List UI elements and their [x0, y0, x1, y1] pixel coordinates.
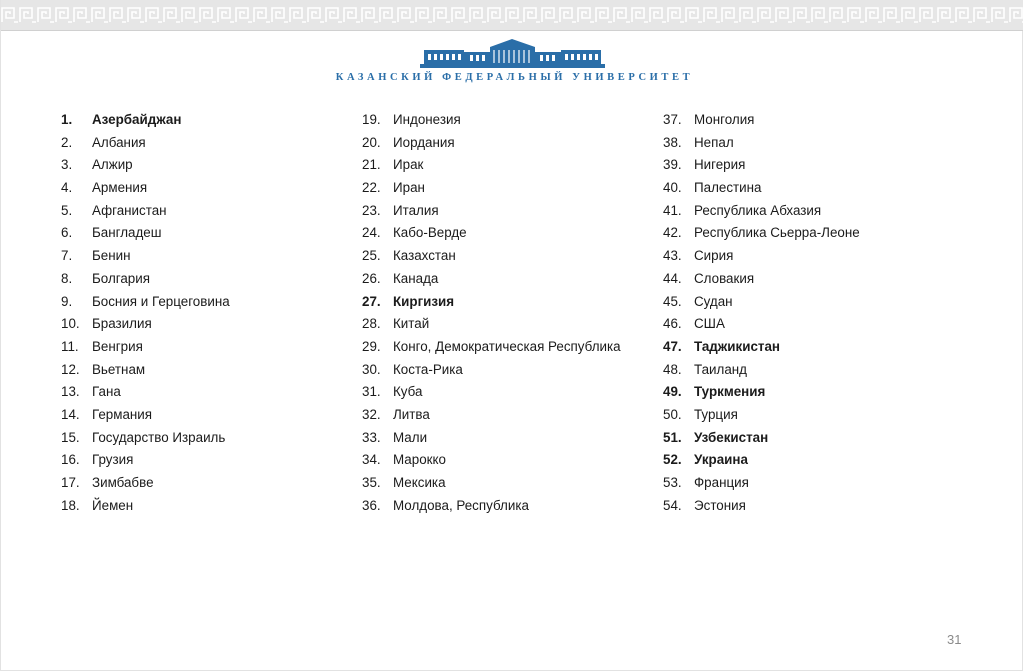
item-number: 14.: [61, 406, 80, 422]
item-number: 16.: [61, 452, 80, 468]
country-name: Республика Абхазия: [694, 202, 822, 218]
meander-pattern: [1, 6, 1023, 24]
item-number: 38.: [663, 134, 682, 150]
item-number: 34.: [362, 452, 381, 468]
item-number: 32.: [362, 406, 381, 422]
item-number: 53.: [663, 475, 682, 490]
country-name: Непал: [694, 134, 734, 150]
item-number: 19.: [362, 112, 381, 127]
country-name: Мексика: [393, 475, 446, 490]
item-number: 21.: [362, 157, 381, 173]
country-name: Узбекистан: [694, 429, 769, 445]
country-name: Алжир: [92, 157, 133, 173]
item-number: 40.: [663, 180, 682, 196]
item-number: 42.: [663, 225, 682, 241]
item-number: 49.: [663, 384, 682, 400]
item-number: 23.: [362, 202, 381, 218]
item-number: 11.: [61, 338, 79, 354]
country-name: Бразилия: [92, 316, 152, 332]
country-name: Германия: [92, 406, 153, 422]
country-name: Армения: [92, 180, 148, 196]
item-number: 39.: [663, 157, 682, 173]
item-number: 47.: [663, 338, 682, 354]
country-name: Палестина: [694, 180, 762, 196]
item-number: 36.: [362, 497, 381, 513]
country-name: Индонезия: [393, 112, 461, 127]
item-number: 52.: [663, 452, 682, 468]
country-name: Таиланд: [694, 361, 747, 377]
country-name: Мали: [393, 429, 428, 445]
country-name: Литва: [393, 406, 430, 422]
item-number: 43.: [663, 248, 682, 264]
item-number: 48.: [663, 361, 682, 377]
country-name: Коста-Рика: [393, 361, 463, 377]
item-number: 13.: [61, 384, 80, 400]
item-number: 7.: [61, 248, 73, 264]
item-number: 26.: [362, 270, 381, 286]
item-number: 41.: [663, 202, 682, 218]
item-number: 12.: [61, 361, 80, 377]
item-number: 44.: [663, 270, 682, 286]
country-name: Йемен: [92, 497, 134, 513]
country-name: Киргизия: [393, 293, 455, 309]
item-number: 4.: [61, 180, 73, 196]
country-name: Монголия: [694, 112, 755, 127]
country-name: Италия: [393, 202, 439, 218]
item-number: 22.: [362, 180, 381, 196]
country-name: Зимбабве: [92, 475, 154, 490]
country-name: Судан: [694, 293, 733, 309]
country-name: Словакия: [694, 270, 755, 286]
item-number: 33.: [362, 429, 381, 445]
country-name: Казахстан: [393, 248, 456, 264]
item-number: 17.: [61, 475, 80, 490]
country-name: Эстония: [694, 497, 746, 513]
country-name: Молдова, Республика: [393, 497, 529, 513]
country-name: Государство Израиль: [92, 429, 226, 445]
country-name: Бенин: [92, 248, 131, 264]
item-number: 54.: [663, 497, 682, 513]
item-number: 27.: [362, 293, 381, 309]
country-name: Канада: [393, 270, 439, 286]
item-number: 37.: [663, 112, 682, 127]
item-number: 6.: [61, 225, 73, 241]
item-number: 25.: [362, 248, 381, 264]
country-name: Китай: [393, 316, 430, 332]
country-name: США: [694, 316, 725, 332]
country-name: Таджикистан: [694, 338, 780, 354]
country-name: Азербайджан: [92, 112, 182, 127]
country-name: Венгрия: [92, 338, 143, 354]
country-name: Грузия: [92, 452, 134, 468]
country-name: Албания: [92, 134, 146, 150]
item-number: 3.: [61, 157, 73, 173]
country-name: Афганистан: [92, 202, 167, 218]
item-number: 24.: [362, 225, 381, 241]
country-name: Кабо-Верде: [393, 225, 467, 241]
item-number: 15.: [61, 429, 80, 445]
item-number: 35.: [362, 475, 381, 490]
item-number: 28.: [362, 316, 381, 332]
country-name: Бангладеш: [92, 225, 162, 241]
university-logo: [1, 38, 1023, 90]
country-name: Вьетнам: [92, 361, 146, 377]
country-name: Ирак: [393, 157, 424, 173]
item-number: 45.: [663, 293, 682, 309]
country-name: Туркмения: [694, 384, 766, 400]
page-number: 31: [947, 632, 962, 647]
country-name: Болгария: [92, 270, 150, 286]
country-name: Нигерия: [694, 157, 746, 173]
country-name: Франция: [694, 475, 749, 490]
country-name: Конго, Демократическая Республика: [393, 338, 621, 354]
country-name: Гана: [92, 384, 121, 400]
item-number: 31.: [362, 384, 381, 400]
item-number: 10.: [61, 316, 80, 332]
item-number: 2.: [61, 134, 73, 150]
item-number: 5.: [61, 202, 73, 218]
item-number: 18.: [61, 497, 80, 513]
university-building-icon: [420, 38, 605, 68]
item-number: 30.: [362, 361, 381, 377]
country-name: Республика Сьерра-Леоне: [694, 225, 860, 241]
country-name: Сирия: [694, 248, 734, 264]
item-number: 51.: [663, 429, 682, 445]
item-number: 9.: [61, 293, 73, 309]
country-name: Босния и Герцеговина: [92, 293, 230, 309]
item-number: 50.: [663, 406, 682, 422]
country-name: Иордания: [393, 134, 455, 150]
item-number: 46.: [663, 316, 682, 332]
country-name: Иран: [393, 180, 425, 196]
meander-border: [1, 0, 1023, 31]
item-number: 1.: [61, 112, 73, 127]
university-name: КАЗАНСКИЙ ФЕДЕРАЛЬНЫЙ УНИВЕРСИТЕТ: [335, 72, 694, 83]
country-name: Украина: [694, 452, 748, 468]
country-name: Куба: [393, 384, 423, 400]
item-number: 20.: [362, 134, 381, 150]
item-number: 8.: [61, 270, 73, 286]
country-name: Марокко: [393, 452, 446, 468]
item-number: 29.: [362, 338, 381, 354]
country-name: Турция: [694, 406, 738, 422]
